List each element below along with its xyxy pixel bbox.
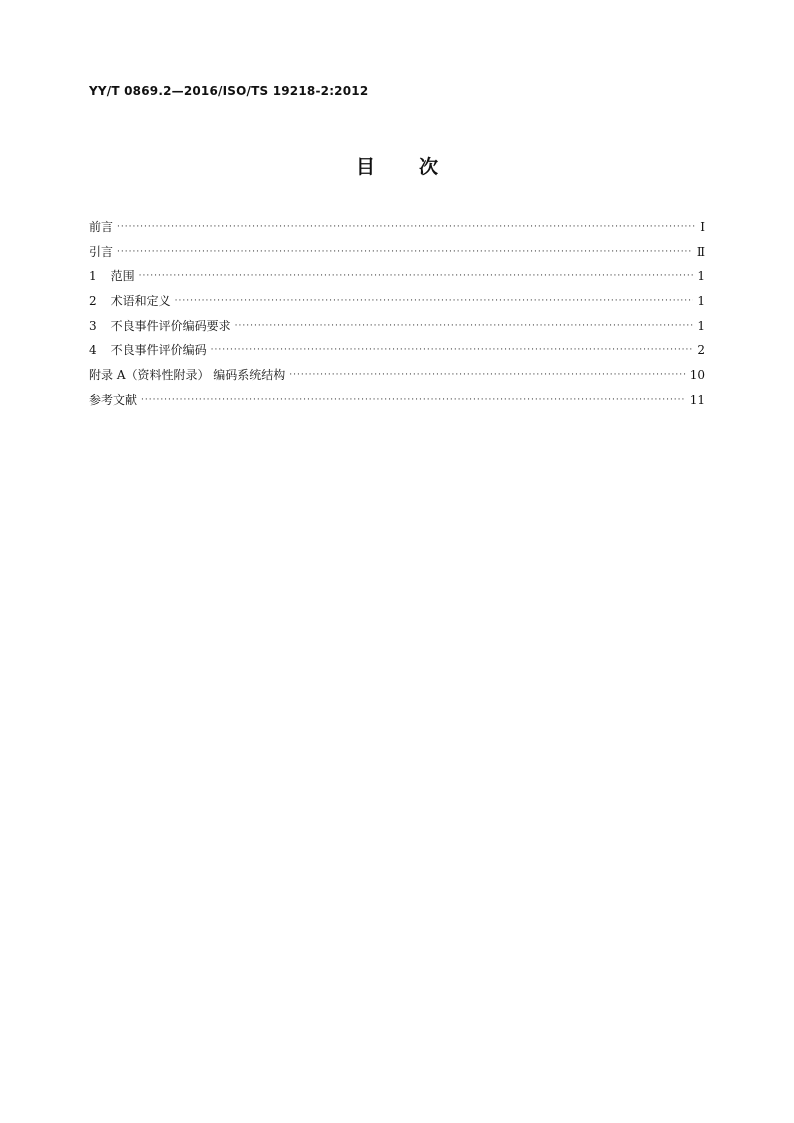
- toc-entry-scope[interactable]: [89, 264, 705, 289]
- toc-dot-leader: [289, 363, 685, 388]
- toc-dot-leader: [117, 240, 693, 265]
- page-title: [0, 152, 794, 179]
- toc-entry-label: 术语和定义: [110, 294, 171, 309]
- toc-entry-label: 范围: [110, 269, 135, 284]
- toc-entry-number: 4: [89, 343, 97, 358]
- toc-entry-page: 1: [697, 318, 705, 333]
- toc-entry-label: 附录 A（资料性附录） 编码系统结构: [89, 368, 286, 383]
- standard-code-header: YY/T 0869.2—2016/ISO/TS 19218-2:2012: [89, 84, 369, 98]
- toc-entry-page: Ⅰ: [700, 220, 705, 234]
- toc-entry-label: 参考文献: [89, 392, 138, 407]
- toc-entry-page: Ⅱ: [696, 244, 705, 259]
- toc-entry-codes[interactable]: [89, 338, 705, 363]
- toc-entry-page: 2: [697, 343, 705, 358]
- title-char-1: 目: [355, 156, 375, 178]
- toc-dot-leader: [235, 314, 694, 339]
- toc-entry-annex-a[interactable]: [89, 363, 705, 388]
- toc-entry-number: 1: [89, 269, 97, 284]
- table-of-contents: [89, 215, 705, 413]
- toc-entry-introduction[interactable]: [89, 240, 705, 265]
- toc-entry-number: 3: [89, 318, 97, 333]
- toc-dot-leader: [117, 215, 696, 240]
- toc-entry-page: 10: [689, 368, 705, 383]
- toc-entry-page: 1: [697, 294, 705, 309]
- toc-dot-leader: [175, 289, 694, 314]
- toc-entry-label: 不良事件评价编码要求: [110, 318, 231, 333]
- toc-dot-leader: [141, 388, 686, 413]
- toc-entry-label: 前言: [89, 220, 114, 234]
- toc-entry-label: 不良事件评价编码: [110, 343, 207, 358]
- toc-entry-page: 1: [697, 269, 705, 284]
- toc-entry-foreword[interactable]: [89, 215, 705, 240]
- toc-dot-leader: [211, 338, 694, 363]
- toc-entry-label: 引言: [89, 244, 114, 259]
- toc-entry-requirements[interactable]: [89, 314, 705, 339]
- toc-entry-bibliography[interactable]: [89, 388, 705, 413]
- title-char-2: 次: [419, 156, 439, 178]
- toc-entry-terms[interactable]: [89, 289, 705, 314]
- toc-entry-number: 2: [89, 294, 97, 309]
- toc-dot-leader: [139, 264, 694, 289]
- toc-entry-page: 11: [689, 392, 705, 407]
